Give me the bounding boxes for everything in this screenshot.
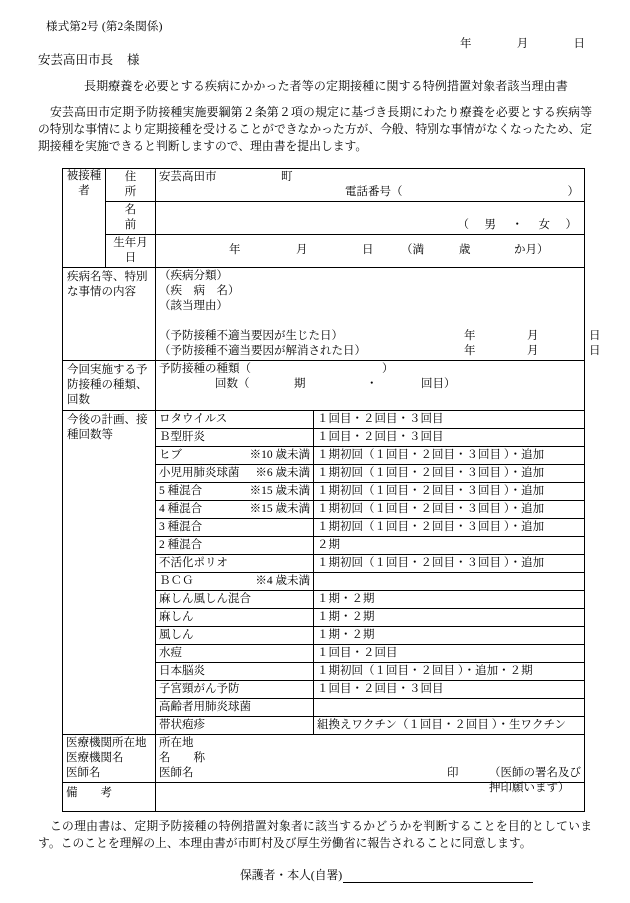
name-value-cell[interactable]	[156, 202, 585, 235]
signature-input-rule[interactable]	[343, 869, 533, 883]
name-label: 名 前	[106, 202, 156, 235]
doctor-name-value: 医師名	[159, 767, 194, 779]
vaccine-name-cell	[156, 555, 314, 573]
vaccine-detail-cell[interactable]: １期初回（１回目・２回目・３回目 ）・追加	[314, 555, 585, 573]
disease-value-cell[interactable]	[156, 268, 601, 361]
vaccine-name-cell	[156, 717, 314, 735]
resolved-month-label: 月	[527, 345, 539, 357]
signature-seal-note: （医師の署名及び押印願います）	[489, 767, 581, 794]
table-row-address	[63, 169, 585, 202]
vaccine-name: Ｂ型肝炎	[159, 431, 205, 443]
dob-age-open: （満	[401, 244, 424, 256]
signature-label: 保護者・本人(自署)	[240, 868, 343, 882]
vaccine-name-cell	[156, 627, 314, 645]
vaccine-count-dot: ・	[366, 378, 378, 390]
address-label: 住 所	[106, 169, 156, 202]
seal-mark: 印	[447, 767, 459, 779]
table-row-disease	[63, 268, 585, 361]
vaccine-detail-cell[interactable]: １期・２期	[314, 627, 585, 645]
table-row-current-vaccination	[63, 361, 585, 411]
addressee	[38, 50, 140, 68]
date-year-label: 年	[460, 38, 472, 50]
current-vaccination-label: 今回実施する予防接種の種類、回数	[63, 361, 156, 411]
vaccine-detail-cell[interactable]: １回目・２回目	[314, 645, 585, 663]
institution-name-label: 医療機関名	[66, 752, 124, 764]
main-form-table	[62, 168, 601, 812]
dob-month-label: 月	[296, 244, 308, 256]
vaccine-count-times: 回目）	[421, 378, 456, 390]
vaccine-name-cell	[156, 429, 314, 447]
vaccine-age-note: ※6 歳未満	[255, 467, 310, 479]
form-number: 様式第2号 (第2条関係)	[46, 21, 163, 33]
future-plan-label: 今後の計画、接種回数等	[63, 411, 156, 735]
dob-value-cell[interactable]	[156, 235, 585, 268]
vaccine-name-cell	[156, 681, 314, 699]
vaccine-detail-cell[interactable]	[314, 573, 585, 591]
vaccine-detail-cell[interactable]: １回目・２回目・３回目	[314, 429, 585, 447]
disease-name-label: （疾 病 名）	[159, 285, 240, 297]
institution-address-value: 所在地	[159, 737, 194, 749]
onset-year-label: 年	[464, 330, 476, 342]
dob-label: 生年月日	[106, 235, 156, 268]
vaccine-count-period: 期	[294, 378, 306, 390]
date-month-label: 月	[516, 38, 529, 50]
vaccine-detail-cell[interactable]	[314, 699, 585, 717]
table-row-name	[63, 202, 585, 235]
vaccine-name-cell	[156, 519, 314, 537]
vaccine-age-note: ※4 歳未満	[255, 575, 310, 587]
vaccine-name-cell	[156, 411, 314, 429]
table-row-vaccine	[63, 411, 585, 429]
vaccine-age-note: ※15 歳未満	[249, 503, 310, 515]
onset-date-label: （予防接種不適当要因が生じた日）	[159, 330, 343, 342]
vaccine-name: 日本脳炎	[159, 665, 205, 677]
vaccine-name: 不活化ポリオ	[159, 557, 228, 569]
vaccine-name-cell	[156, 573, 314, 591]
vaccine-name: 5 種混合	[159, 485, 203, 497]
institution-name-value: 名 称	[159, 752, 205, 764]
resolved-date-label: （予防接種不適当要因が解消された日）	[159, 345, 366, 357]
dob-day-label: 日	[362, 244, 374, 256]
document-title: 長期療養を必要とする疾病にかかった者等の定期接種に関する特例措置対象者該当理由書	[83, 79, 568, 93]
intro-paragraph: 安芸高田市定期予防接種実施要綱第２条第２項の規定に基づき長期にわたり療養を必要とする疾病等の特別な事情により定期接種を受けることができなかった方が、今般、特別な事情がなくなったため、定期接種を実施できると判断しますので、理由書を提出します。	[38, 105, 592, 153]
vaccine-name: 小児用肺炎球菌	[159, 467, 240, 479]
dob-age-label: 歳	[459, 244, 471, 256]
onset-month-label: 月	[527, 330, 539, 342]
vaccine-detail-cell[interactable]: １期・２期	[314, 591, 585, 609]
vaccine-detail-cell[interactable]: １期初回（１回目・２回目・３回目 ）・追加	[314, 501, 585, 519]
vaccine-count-label: 回数（	[215, 378, 250, 390]
vaccine-name: 水痘	[159, 647, 182, 659]
address-cho-label: 町	[281, 171, 293, 183]
vaccine-name: ヒブ	[159, 449, 182, 461]
remarks-label: 備 考	[63, 783, 156, 812]
vaccine-name-cell	[156, 447, 314, 465]
vaccine-detail-cell[interactable]: ２期	[314, 537, 585, 555]
vaccine-name-cell	[156, 609, 314, 627]
vaccine-name-cell	[156, 501, 314, 519]
addressee-honorific: 様	[127, 53, 140, 67]
vaccine-name-cell	[156, 663, 314, 681]
telephone-close-paren: ）	[567, 186, 579, 198]
vaccine-detail-cell[interactable]: １期初回（１回目・２回目 ）・追加・２期	[314, 663, 585, 681]
vaccine-age-note: ※15 歳未満	[249, 485, 310, 497]
vaccine-name: ＢＣＧ	[159, 575, 194, 587]
vaccine-name-cell	[156, 537, 314, 555]
signature-row	[240, 866, 533, 883]
vaccine-name: ロタウイルス	[159, 413, 228, 425]
vaccine-name: 風しん	[159, 629, 194, 641]
institution-value-cell[interactable]	[156, 735, 585, 794]
address-value-cell[interactable]	[156, 169, 585, 202]
dob-year-label: 年	[229, 244, 241, 256]
vaccine-name: 高齢者用肺炎球菌	[159, 701, 251, 713]
dob-months-label: か月）	[514, 244, 549, 256]
vaccine-name-cell	[156, 483, 314, 501]
vaccine-name-cell	[156, 699, 314, 717]
vaccine-name: 麻しん	[159, 611, 194, 623]
institution-address-label: 医療機関所在地	[66, 737, 147, 749]
sex-choice[interactable]: （ 男 ・ 女 ）	[457, 219, 579, 231]
date-day-label: 日	[573, 38, 585, 50]
addressee-name: 安芸高田市長	[38, 53, 114, 67]
telephone-label: 電話番号（	[345, 186, 403, 198]
vaccine-detail-cell[interactable]: １期初回（１回目・２回目・３回目 ）・追加	[314, 483, 585, 501]
vaccine-name-cell	[156, 591, 314, 609]
vaccine-name: 3 種混合	[159, 521, 203, 533]
table-row-dob	[63, 235, 585, 268]
vaccine-detail-cell[interactable]: １期初回（１回目・２回目・３回目 ）・追加	[314, 519, 585, 537]
vaccine-name: 帯状疱疹	[159, 719, 205, 731]
recipient-group-label: 被接種者	[63, 169, 106, 268]
vaccine-name-cell	[156, 465, 314, 483]
institution-label-cell	[63, 735, 156, 783]
disease-label: 疾病名等、特別な事情の内容	[63, 268, 156, 361]
doctor-name-label: 医師名	[66, 767, 101, 779]
vaccine-name-cell	[156, 645, 314, 663]
onset-day-label: 日	[589, 330, 601, 342]
consent-paragraph: この理由書は、定期予防接種の特例措置対象者に該当するかどうかを判断することを目的としています。このことを理解の上、本理由書が市町村及び厚生労働省に報告されることに同意します。	[38, 819, 592, 850]
vaccine-name: 麻しん風しん混合	[159, 593, 251, 605]
vaccine-name: 2 種混合	[159, 539, 203, 551]
vaccine-detail-cell[interactable]: １回目・２回目・３回目	[314, 411, 585, 429]
resolved-day-label: 日	[589, 345, 601, 357]
vaccine-kind-label: 予防接種の種類（	[159, 363, 251, 375]
table-row-institution	[63, 735, 585, 783]
vaccine-age-note: ※10 歳未満	[249, 449, 310, 461]
vaccine-kind-close-paren: ）	[382, 363, 394, 375]
vaccine-detail-cell[interactable]: １期初回（１回目・２回目・３回目 ）・追加	[314, 447, 585, 465]
vaccine-detail-cell[interactable]: １期初回（１回目・２回目・３回目 ）・追加	[314, 465, 585, 483]
disease-reason-label: （該当理由）	[159, 300, 228, 312]
vaccine-detail-cell[interactable]: 組換えワクチン（１回目・２回目 ）・生ワクチン	[314, 717, 585, 735]
disease-classification-label: （疾病分類）	[159, 270, 228, 282]
vaccine-name: 子宮頸がん予防	[159, 683, 240, 695]
date-line	[460, 35, 585, 51]
resolved-year-label: 年	[464, 345, 476, 357]
vaccine-name: 4 種混合	[159, 503, 203, 515]
address-city-prefill: 安芸高田市	[159, 171, 217, 183]
current-vaccination-value-cell[interactable]	[156, 361, 585, 411]
vaccine-detail-cell[interactable]: １期・２期	[314, 609, 585, 627]
vaccine-detail-cell[interactable]: １回目・２回目・３回目	[314, 681, 585, 699]
